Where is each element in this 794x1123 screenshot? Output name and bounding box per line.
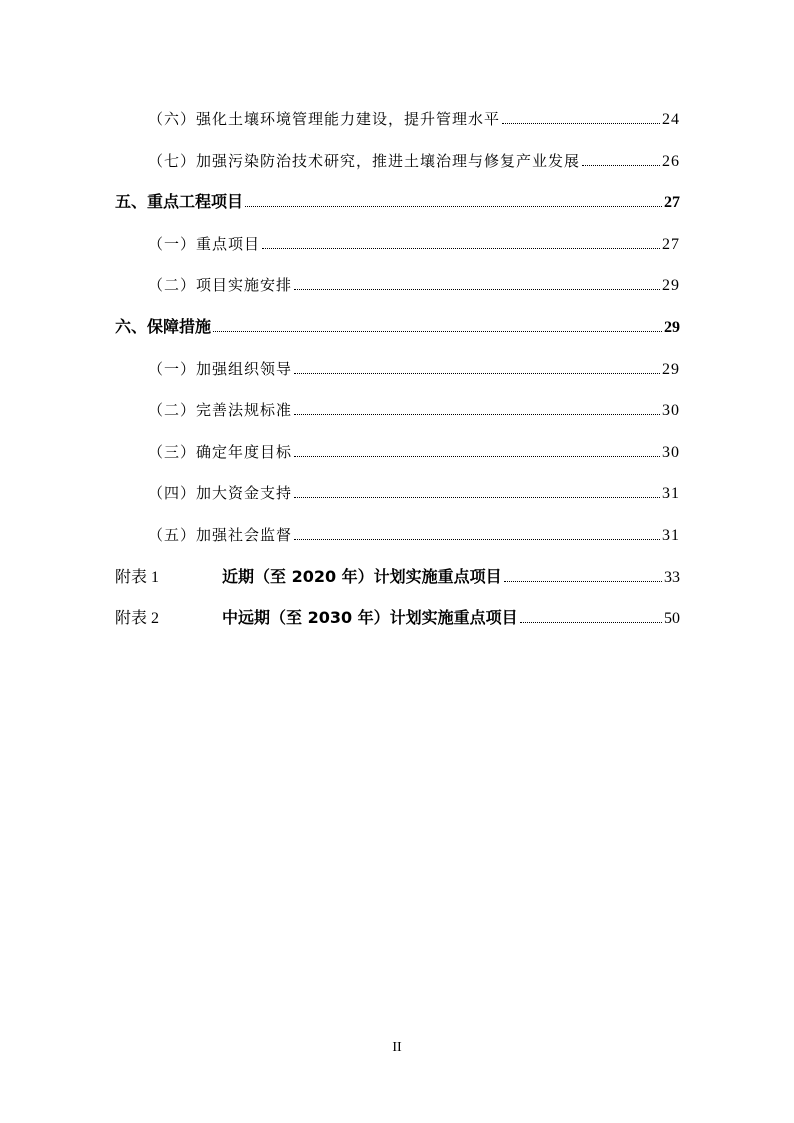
toc-entry-title: （七）加强污染防治技术研究，推进土壤治理与修复产业发展 [148, 152, 581, 170]
page-number: II [392, 1040, 402, 1055]
toc-leader [294, 414, 660, 415]
toc-entry-page: 31 [662, 485, 680, 502]
toc-leader [582, 165, 660, 166]
toc-section-page: 29 [664, 319, 680, 336]
toc-appendix-title: 中远期（至 2030 年）计划实施重点项目 [222, 608, 518, 627]
toc-entry-title: （五）加强社会监督 [148, 526, 293, 544]
toc-entry-page: 29 [662, 277, 680, 294]
toc-entry[interactable] [148, 438, 680, 462]
toc-leader [245, 206, 662, 207]
toc-entry[interactable] [148, 105, 680, 129]
toc-entry[interactable] [148, 355, 680, 379]
toc-entry-page: 31 [662, 527, 680, 544]
toc-leader [520, 622, 662, 623]
toc-section-title: 五、重点工程项目 [115, 192, 244, 211]
toc-appendix-title: 近期（至 2020 年）计划实施重点项目 [222, 567, 502, 586]
toc-appendix[interactable] [115, 604, 680, 628]
toc-entry-page: 27 [662, 236, 680, 253]
toc-entry-page: 26 [662, 153, 680, 170]
toc-section[interactable] [115, 188, 680, 212]
toc-leader [294, 289, 660, 290]
toc-section-page: 27 [664, 194, 680, 211]
toc-leader [262, 248, 660, 249]
toc-section[interactable] [115, 313, 680, 337]
toc-entry[interactable] [148, 230, 680, 254]
toc-entry-title: （四）加大资金支持 [148, 484, 293, 502]
toc-leader [502, 123, 660, 124]
toc-entry-title: （二）项目实施安排 [148, 276, 293, 294]
toc-appendix-label: 附表 2 [115, 610, 160, 627]
toc-leader [294, 539, 660, 540]
toc-leader [294, 373, 660, 374]
toc-entry-title: （三）确定年度目标 [148, 443, 293, 461]
toc-entry[interactable] [148, 396, 680, 420]
toc-appendix[interactable] [115, 563, 680, 587]
toc-appendix-label: 附表 1 [115, 569, 160, 586]
toc-entry-page: 24 [662, 111, 680, 128]
toc-entry-title: （一）加强组织领导 [148, 360, 293, 378]
toc-entry-title: （一）重点项目 [148, 235, 261, 253]
toc-entry[interactable] [148, 147, 680, 171]
toc-leader [504, 581, 662, 582]
toc-entry-page: 29 [662, 361, 680, 378]
toc-section-title: 六、保障措施 [115, 317, 212, 336]
toc-entry-title: （六）强化土壤环境管理能力建设，提升管理水平 [148, 110, 501, 128]
toc-appendix-page: 33 [664, 569, 680, 586]
toc-leader [213, 331, 662, 332]
toc-entry-page: 30 [662, 444, 680, 461]
toc-appendix-page: 50 [664, 610, 680, 627]
toc-entry[interactable] [148, 271, 680, 295]
toc-entry[interactable] [148, 521, 680, 545]
toc-leader [294, 456, 660, 457]
toc-entry[interactable] [148, 479, 680, 503]
toc-leader [294, 497, 660, 498]
toc-entry-page: 30 [662, 402, 680, 419]
toc-entry-title: （二）完善法规标准 [148, 401, 293, 419]
